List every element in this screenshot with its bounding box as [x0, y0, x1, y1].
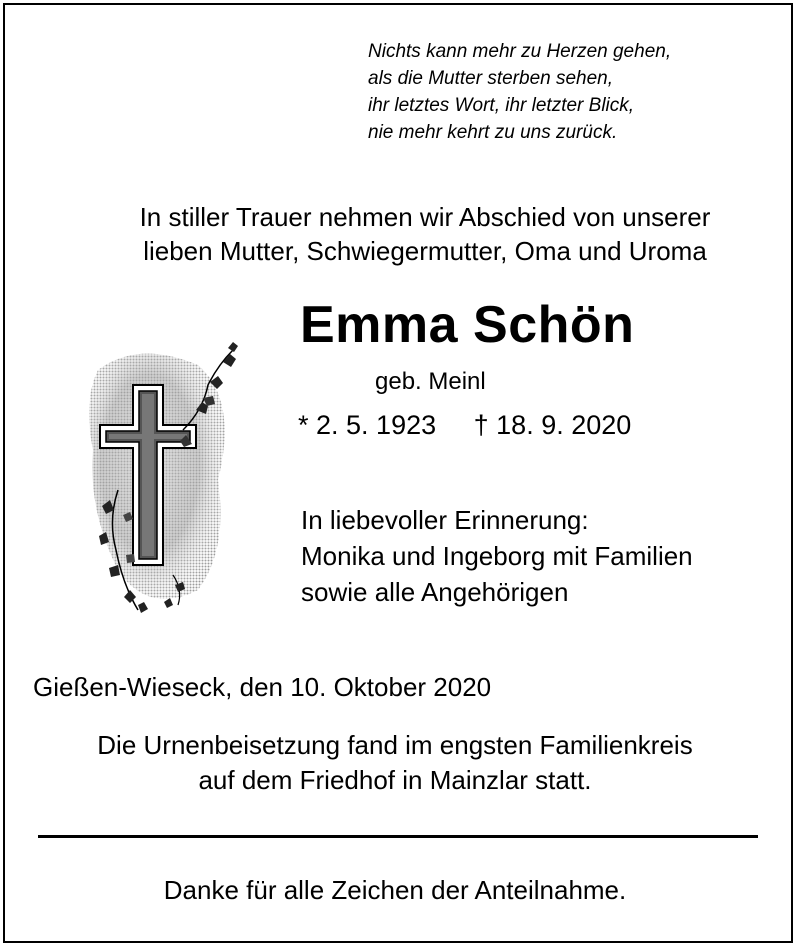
intro-text: [0, 200, 800, 268]
cross-with-ivy-icon: [78, 340, 248, 620]
divider: [38, 835, 758, 838]
poem-line: Nichts kann mehr zu Herzen gehen,: [368, 41, 672, 62]
birth-date: * 2. 5. 1923: [298, 410, 437, 440]
remembrance-line: In liebevoller Erinnerung:: [301, 505, 589, 535]
poem: [368, 38, 671, 146]
intro-line: In stiller Trauer nehmen wir Abschied von unserer: [139, 202, 711, 232]
place-and-date: Gießen-Wieseck, den 10. Oktober 2020: [33, 672, 492, 702]
poem-line: als die Mutter sterben sehen,: [368, 68, 614, 89]
poem-line: nie mehr kehrt zu uns zurück.: [368, 122, 618, 143]
poem-line: ihr letztes Wort, ihr letzter Blick,: [368, 95, 635, 116]
remembrance-text: [301, 502, 693, 610]
remembrance-line: sowie alle Angehörigen: [301, 577, 569, 607]
thanks-text: Danke für alle Zeichen der Anteilnahme.: [163, 875, 627, 905]
burial-line: Die Urnenbeisetzung fand im engsten Familienkreis: [97, 730, 693, 760]
burial-notice: [0, 728, 790, 798]
birth-name: geb. Meinl: [375, 368, 486, 395]
burial-line: auf dem Friedhof in Mainzlar statt.: [198, 765, 592, 795]
intro-line: lieben Mutter, Schwiegermutter, Oma und Uroma: [143, 236, 707, 266]
deceased-name: Emma Schön: [300, 296, 635, 354]
remembrance-line: Monika und Ingeborg mit Familien: [301, 541, 693, 571]
life-dates: [298, 410, 631, 441]
death-date: † 18. 9. 2020: [473, 410, 632, 440]
